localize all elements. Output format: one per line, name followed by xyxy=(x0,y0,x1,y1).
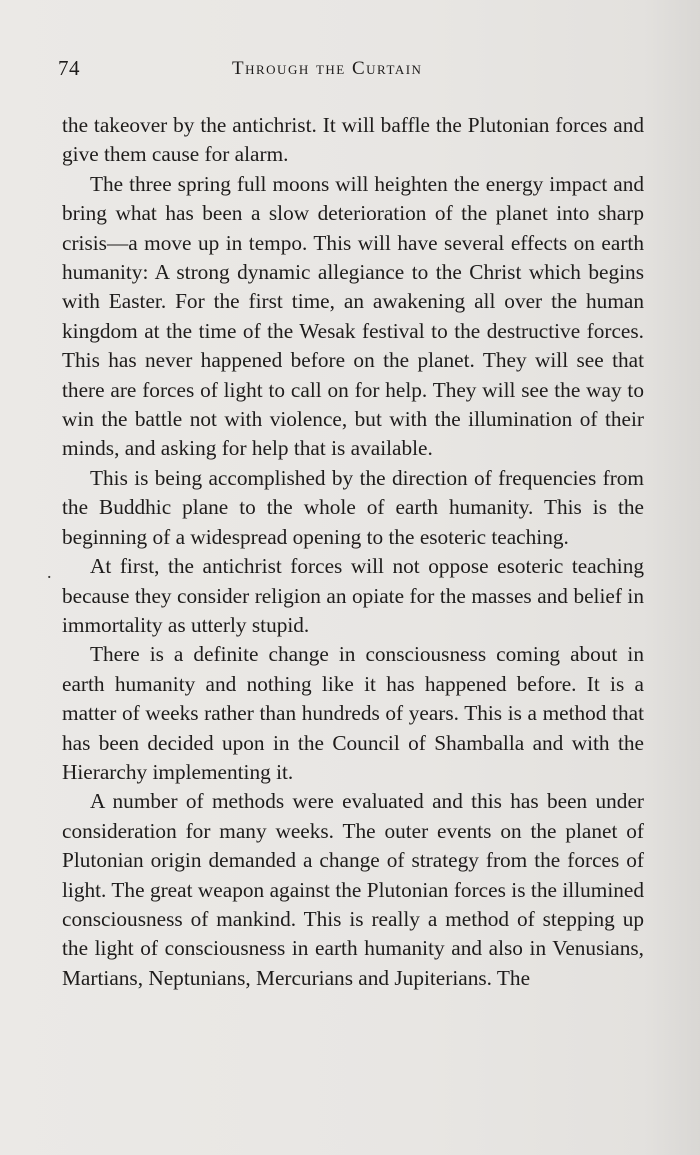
paragraph: the takeover by the antichrist. It will baffle the Plutonian forces and give them cause for alarm. xyxy=(62,113,644,167)
paragraph: There is a definite change in consciousness coming about in earth humanity and nothing like it has happened before. It is a matter of weeks rather than hundreds of years. This is a method that has been decided upon in the Council of Shamballa and with the Hierarchy implementing it. xyxy=(62,642,644,784)
paragraph: This is being accomplished by the direction of frequencies from the Buddhic plane to the whole of earth humanity. This is the beginning of a widespread opening to the esoteric teaching. xyxy=(62,465,644,549)
body-text xyxy=(62,111,644,993)
page-number: 74 xyxy=(58,56,80,80)
paragraph: At first, the antichrist forces will not oppose esoteric teaching because they consider religion an opiate for the masses and belief in immortality as utterly stupid. xyxy=(62,554,644,637)
paragraph: The three spring full moons will heighten the energy impact and bring what has been a slow deterioration of the planet into sharp crisis—a move up in tempo. This will have several effects on earth humanity: A strong dynamic allegiance to the Christ which begins with Easter. For the first time, an awakening all over the human kingdom at the time of the Wesak festival to the destructive forces. This has never happened before on the planet. They will see that there are forces of light to call on for help. They will see the way to win the battle not with violence, but with the illumination of their minds, and asking for help that is available. xyxy=(62,171,644,461)
paragraph: A number of methods were evaluated and this has been under consideration for many weeks. The outer events on the planet of Plutonian origin demanded a change of strategy from the forces of light. The great weapon against the Plutonian forces is the illumined consciousness of mankind. This is really a method of stepping up the light of consciousness in earth humanity and also in Venusians, Martians, Neptunians, Mercurians and Jupiterians. The xyxy=(62,789,644,990)
stray-dot: . xyxy=(47,562,52,582)
running-head: Through the Curtain xyxy=(232,58,423,79)
page-header xyxy=(0,52,700,92)
